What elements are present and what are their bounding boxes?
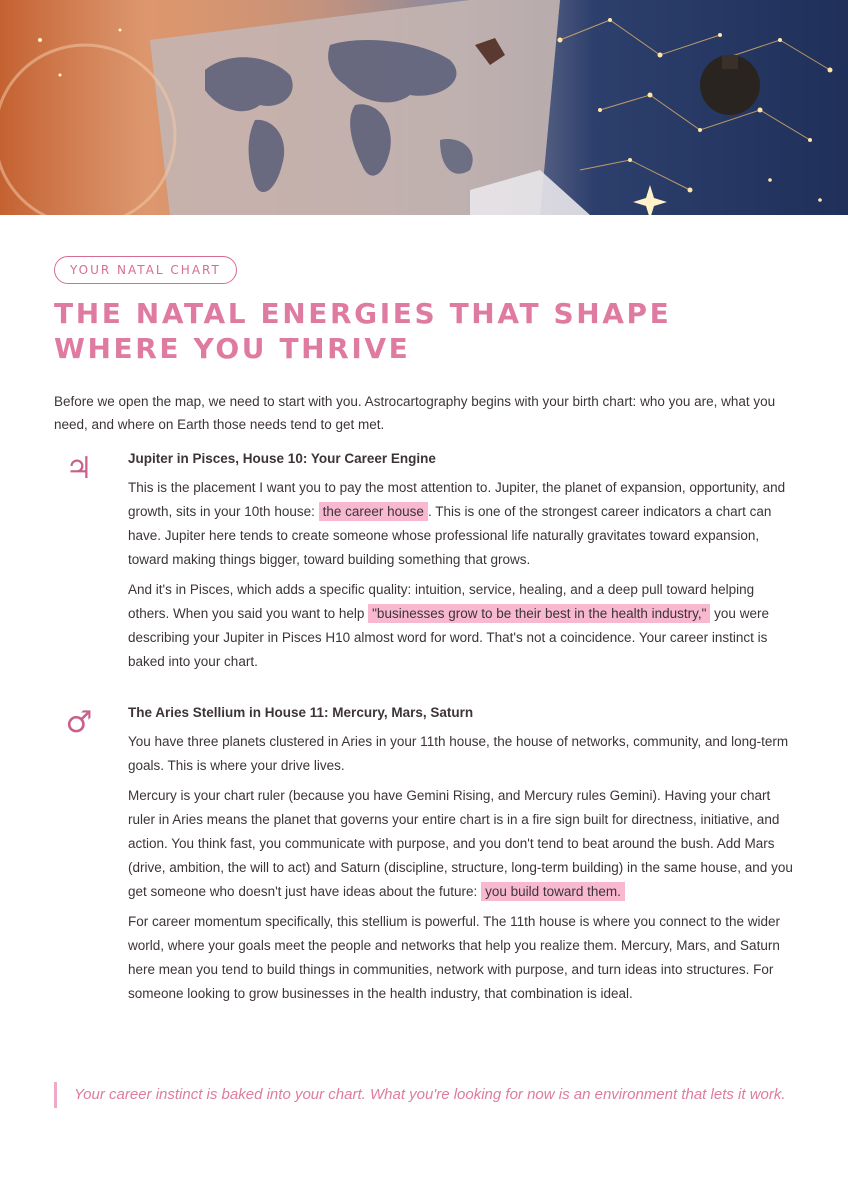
header-block (54, 256, 798, 436)
highlight: "businesses grow to be their best in the health industry," (368, 604, 710, 623)
pull-quote: Your career instinct is baked into your chart. What you're looking for now is an environment that lets it work. (54, 1082, 814, 1108)
mars-icon: ♂ (65, 705, 93, 740)
section-paragraph: Mercury is your chart ruler (because you have Gemini Rising, and Mercury rules Gemini). Having your chart ruler in Aries means the planet that governs your entire chart is in a fire sign built for directness, initiative, and action. You think fast, you communicate with purpose, and you don't tend to beat around the bush. Add Mars (drive, ambition, the will to act) and Saturn (discipline, structure, long-term building) in the same house, and you get someone who doesn't just have ideas about the future: you build toward them. (128, 788, 793, 899)
hero-illustration (0, 0, 848, 215)
section-tag: YOUR NATAL CHART (54, 256, 237, 284)
hero-image (0, 0, 848, 215)
highlight: you build toward them. (481, 882, 625, 901)
section-paragraph: For career momentum specifically, this stellium is powerful. The 11th house is where you connect to the wider world, where your goals meet the people and networks that help you realize them. Mercury, Mars, and Saturn here mean you tend to build things in communities, network with purpose, and turn ideas into structures. For someone looking to grow businesses in the health industry, that combination is ideal. (128, 914, 781, 1001)
highlight: the career house (319, 502, 428, 521)
section-title: The Aries Stellium in House 11: Mercury, Mars, Saturn (128, 705, 474, 720)
section-title: Jupiter in Pisces, House 10: Your Career Engine (128, 451, 436, 466)
page-title: THE NATAL ENERGIES THAT SHAPE WHERE YOU THRIVE (54, 297, 672, 365)
section-paragraph: And it's in Pisces, which adds a specific quality: intuition, service, healing, and a deep pull toward helping others. When you said you want to help "businesses grow to be their best in the health industry," you were describing your Jupiter in Pisces H10 almost word for word. That's not a coincidence. Your career instinct is baked into your chart. (128, 582, 769, 669)
section-paragraph: This is the placement I want you to pay the most attention to. Jupiter, the planet of expansion, opportunity, and growth, sits in your 10th house: the career house . This is one of the strongest career indicators a chart can have. Jupiter here tends to create someone whose professional life naturally gravitates toward expansion, toward making things bigger, toward building something that grows. (128, 480, 786, 567)
jupiter-icon: ♃ (65, 451, 93, 486)
section-paragraph: You have three planets clustered in Aries in your 11th house, the house of networks, community, and long-term goals. This is where your drive lives. (128, 734, 789, 773)
intro-paragraph: Before we open the map, we need to start with you. Astrocartography begins with your birth chart: who you are, what you need, and where on Earth those needs tend to get met. (54, 394, 776, 432)
